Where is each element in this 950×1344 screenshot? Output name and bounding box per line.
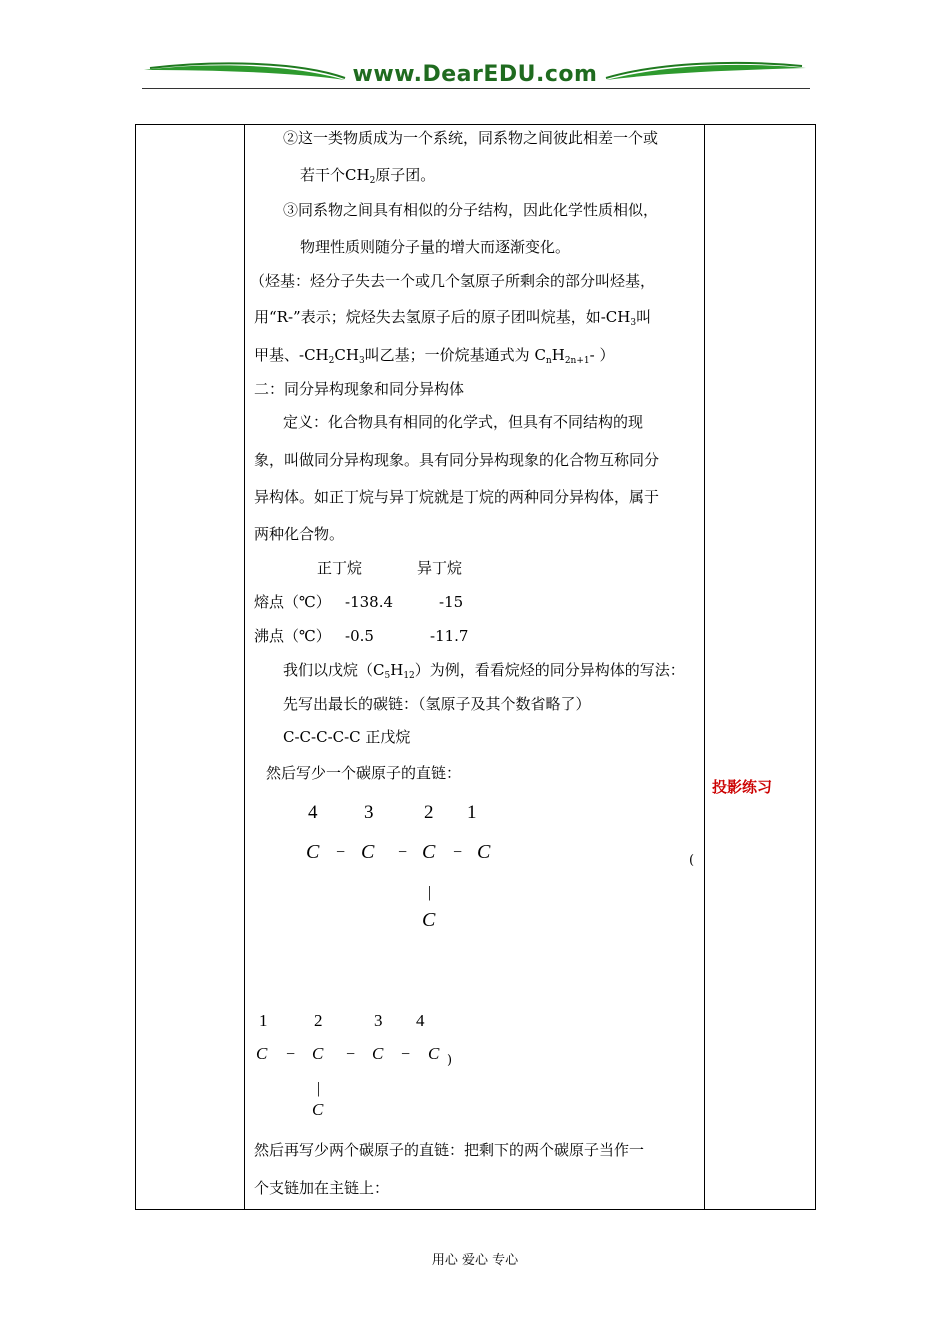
boiling-point-label: 沸点（℃） [254, 627, 331, 645]
carbon-number: 2 [424, 802, 434, 823]
paragraph-line: 异构体。如正丁烷与异丁烷就是丁烷的两种同分异构体，属于 [254, 488, 660, 506]
carbon-atom: C [361, 841, 375, 863]
paren-open: ( [689, 853, 695, 868]
page-footer: 用心 爱心 专心 [431, 1253, 519, 1268]
paragraph-line: 然后再写少两个碳原子的直链：把剩下的两个碳原子当作一 [254, 1141, 645, 1159]
comparison-header-2: 异丁烷 [417, 559, 463, 577]
carbon-atom: C [312, 1044, 324, 1063]
carbon-number: 4 [416, 1011, 425, 1030]
pentane-chain: C-C-C-C-C 正戊烷 [283, 728, 411, 746]
carbon-atom: C [372, 1044, 384, 1063]
boiling-point-value-2: -11.7 [430, 627, 469, 645]
side-note: 投影练习 [712, 778, 773, 796]
paragraph-line: 个支链加在主链上： [254, 1179, 390, 1197]
paragraph-line: ②这一类物质成为一个系统，同系物之间彼此相差一个或 [283, 129, 659, 147]
paragraph-line: 先写出最长的碳链：（氢原子及其个数省略了） [283, 695, 591, 713]
carbon-number: 4 [308, 802, 318, 823]
carbon-number: 1 [259, 1011, 268, 1030]
paragraph-line: 象，叫做同分异构现象。具有同分异构现象的化合物互称同分 [254, 451, 660, 469]
bond-dash: − [286, 1046, 296, 1063]
carbon-number: 3 [374, 1011, 383, 1030]
bond-dash: − [346, 1046, 356, 1063]
table-column-divider-right [704, 124, 705, 1210]
carbon-number: 1 [467, 802, 477, 823]
comparison-header-1: 正丁烷 [317, 559, 363, 577]
paragraph-line: 然后写少一个碳原子的直链： [266, 764, 462, 782]
paragraph-line: （烃基：烃分子失去一个或几个氢原子所剩余的部分叫烃基， [250, 272, 656, 290]
paragraph-line: 我们以戊烷$(C_5H_{12})$为例，看看烷烃的同分异构体的写法： [283, 661, 685, 681]
carbon-atom: C [428, 1044, 440, 1063]
bond-dash: − [453, 844, 463, 861]
boiling-point-value-1: -0.5 [345, 627, 374, 645]
header-rule [142, 88, 810, 89]
table-column-divider-left [244, 124, 245, 1210]
bond-vertical: | [428, 884, 432, 901]
carbon-branch: C [312, 1100, 324, 1119]
bond-vertical: | [317, 1080, 321, 1097]
paragraph-line: 物理性质则随分子量的增大而逐渐变化。 [300, 238, 571, 256]
paragraph-line: 用“R-”表示；烷烃失去氢原子后的原子团叫烷基，如$-CH_3$叫 [254, 308, 652, 328]
section-heading: 二：同分异构现象和同分异构体 [254, 380, 465, 398]
header-banner [140, 58, 810, 98]
paragraph-line: 甲基、$-CH_2CH_3$叫乙基；一价烷基通式为 $C_nH_{2n+1}-$ ） [254, 346, 615, 366]
bond-dash: − [401, 1046, 411, 1063]
melting-point-label: 熔点（℃） [254, 593, 331, 611]
melting-point-value-1: -138.4 [345, 593, 394, 611]
paragraph-line: 定义：化合物具有相同的化学式，但具有不同结构的现 [283, 413, 644, 431]
paragraph-line: ③同系物之间具有相似的分子结构，因此化学性质相似， [283, 201, 659, 219]
paragraph-line: 两种化合物。 [254, 525, 345, 543]
bond-dash: − [336, 844, 346, 861]
carbon-atom: C [256, 1044, 268, 1063]
carbon-atom: C [422, 841, 436, 863]
paren-close: ) [447, 1053, 453, 1068]
carbon-branch: C [422, 909, 436, 931]
paragraph-line: 若干个$CH_2$原子团。 [300, 166, 436, 186]
carbon-number: 2 [314, 1011, 323, 1030]
site-name: www.DearEDU.com [352, 62, 598, 87]
carbon-number: 3 [364, 802, 374, 823]
carbon-atom: C [477, 841, 491, 863]
carbon-atom: C [306, 841, 320, 863]
bond-dash: − [398, 844, 408, 861]
melting-point-value-2: -15 [439, 593, 464, 611]
